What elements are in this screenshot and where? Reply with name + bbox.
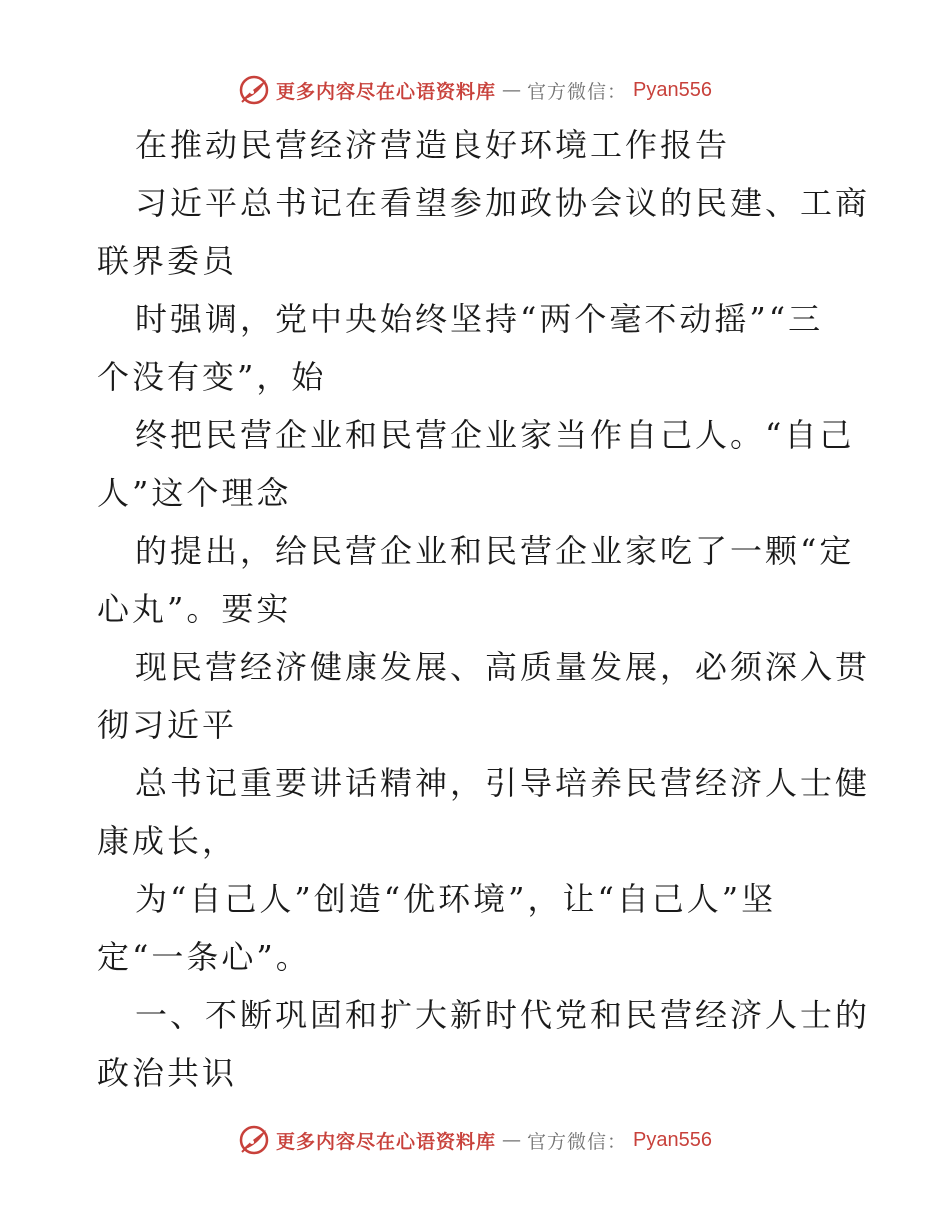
paragraph-line: 时强调，党中央始终坚持“两个毫不动摇”“三 (135, 300, 824, 338)
header-wechat-label: 官方微信： (527, 80, 628, 103)
footer-banner-separator: — (502, 1129, 522, 1151)
paragraph-line: 定“一条心”。 (97, 938, 311, 976)
paragraph-line: 个没有变”，始 (97, 358, 327, 396)
footer-wechat-label: 官方微信： (527, 1130, 628, 1153)
footer-wechat-id: Pyan556 (633, 1128, 712, 1151)
document-title: 在推动民营经济营造良好环境工作报告 (135, 126, 731, 164)
paragraph-line: 彻习近平 (97, 706, 238, 744)
section-heading-line: 一、不断巩固和扩大新时代党和民营经济人士的 (135, 996, 871, 1034)
paragraph-line: 的提出，给民营企业和民营企业家吃了一颗“定 (135, 532, 855, 570)
header-watermark-banner (0, 70, 950, 110)
header-banner-separator: — (502, 79, 522, 101)
paragraph-line: 终把民营企业和民营企业家当作自己人。“自己 (135, 416, 855, 454)
paragraph-line: 总书记重要讲话精神，引导培养民营经济人士健 (135, 764, 871, 802)
section-heading-line: 政治共识 (97, 1054, 238, 1092)
quill-pen-logo-icon (238, 74, 270, 106)
footer-watermark-banner (0, 1120, 950, 1160)
paragraph-line: 为“自己人”创造“优环境”，让“自己人”坚 (135, 880, 777, 918)
quill-pen-logo-icon (238, 1124, 270, 1156)
header-wechat-id: Pyan556 (633, 78, 712, 101)
paragraph-line: 人”这个理念 (97, 474, 292, 512)
document-body (97, 116, 871, 1102)
paragraph-line: 联界委员 (97, 242, 238, 280)
footer-banner-text: 更多内容尽在心语资料库 (276, 1130, 497, 1153)
paragraph-line: 现民营经济健康发展、高质量发展，必须深入贯 (135, 648, 871, 686)
paragraph-line: 康成长， (97, 822, 238, 860)
paragraph-line: 习近平总书记在看望参加政协会议的民建、工商 (135, 184, 871, 222)
paragraph-line: 心丸”。要实 (97, 590, 292, 628)
header-banner-text: 更多内容尽在心语资料库 (276, 80, 497, 103)
